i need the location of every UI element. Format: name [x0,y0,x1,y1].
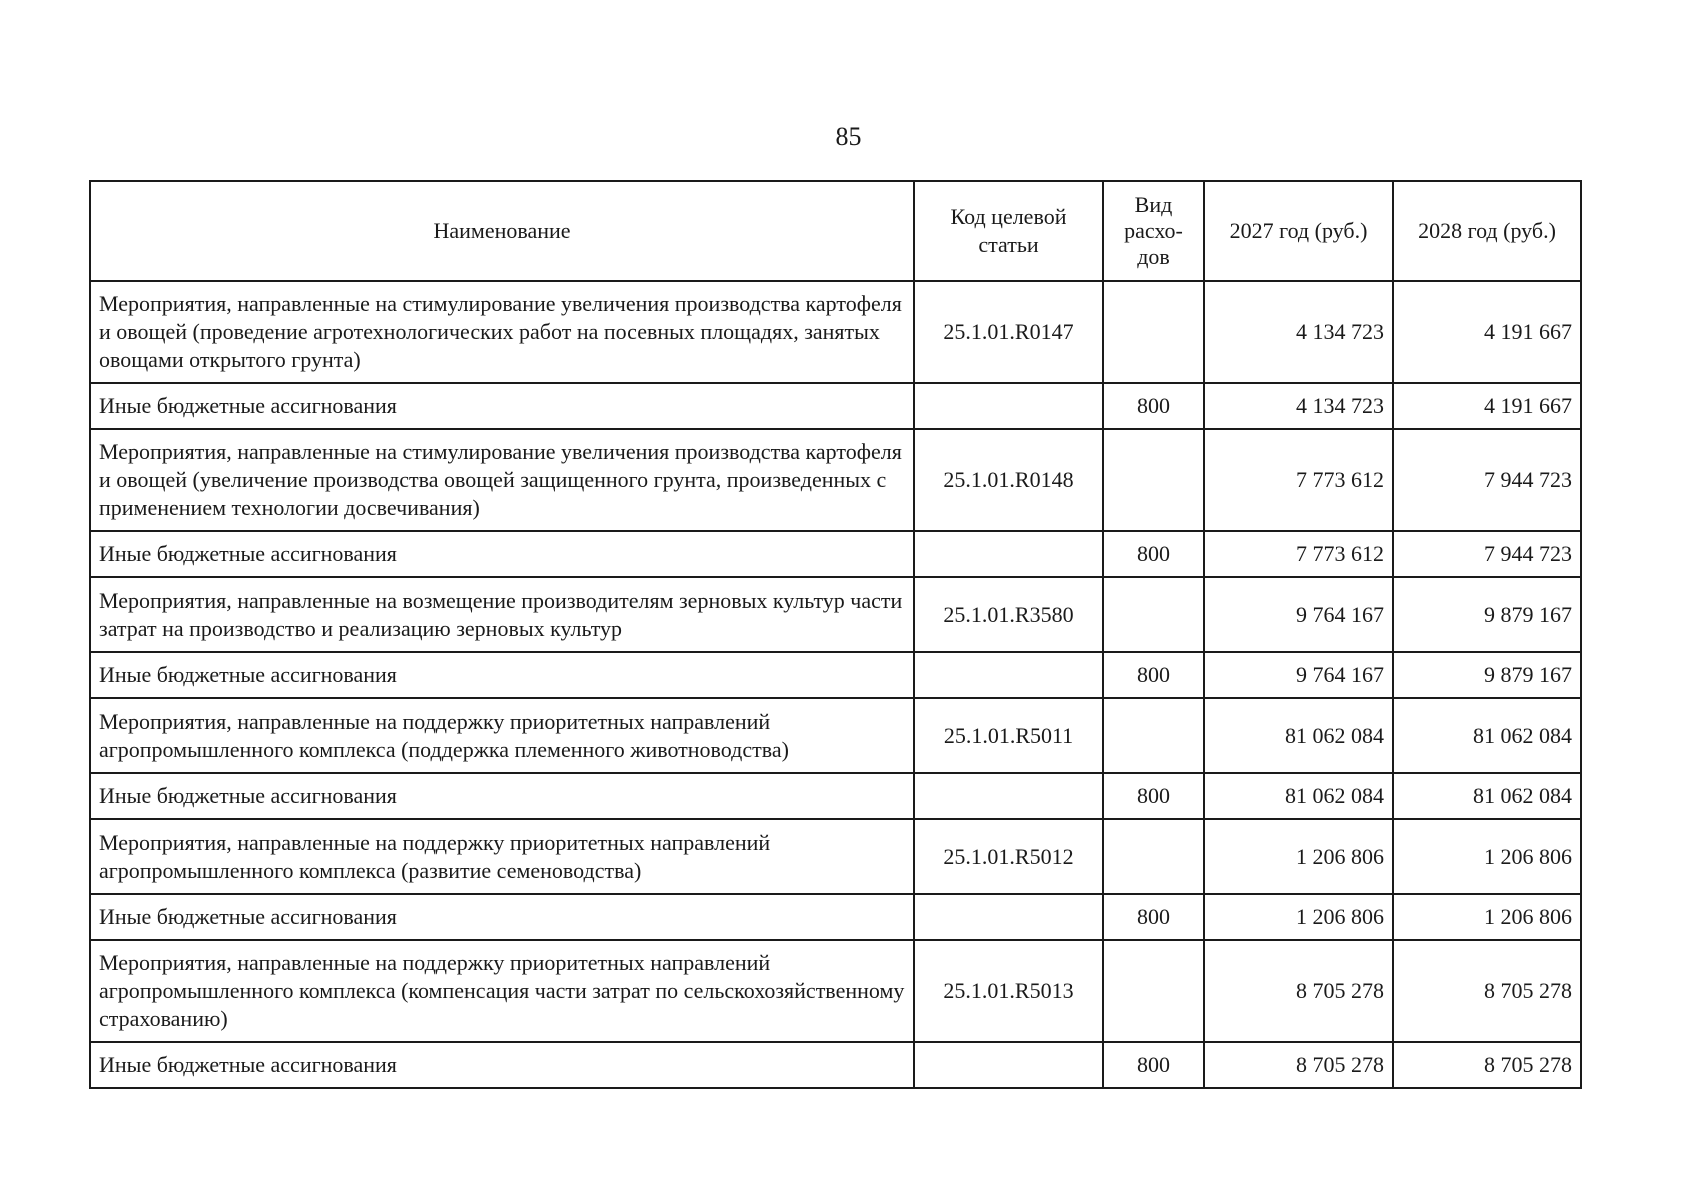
table-row [90,940,1581,1042]
row-2027: 1 206 806 [1204,819,1393,894]
row-2028: 9 879 167 [1393,577,1581,652]
row-expense-type: 800 [1103,894,1204,940]
row-name: Иные бюджетные ассигнования [90,773,914,819]
header-expense-type: Вид расхо-дов [1103,181,1204,281]
row-expense-type [1103,281,1204,383]
table-row [90,429,1581,531]
row-2028: 7 944 723 [1393,429,1581,531]
table-row [90,281,1581,383]
table-row [90,698,1581,773]
row-2027: 9 764 167 [1204,577,1393,652]
row-code [914,1042,1103,1088]
row-2027: 9 764 167 [1204,652,1393,698]
row-2027: 81 062 084 [1204,698,1393,773]
row-code: 25.1.01.R5013 [914,940,1103,1042]
row-name: Иные бюджетные ассигнования [90,894,914,940]
table-row [90,577,1581,652]
table-row [90,531,1581,577]
row-2028: 9 879 167 [1393,652,1581,698]
row-2027: 7 773 612 [1204,429,1393,531]
table-row [90,1042,1581,1088]
row-code [914,383,1103,429]
row-name: Мероприятия, направленные на поддержку приоритетных направлений агропромышленного комплекса (развитие семеноводства) [90,819,914,894]
row-2028: 81 062 084 [1393,698,1581,773]
row-code: 25.1.01.R5012 [914,819,1103,894]
row-2027: 7 773 612 [1204,531,1393,577]
row-code [914,894,1103,940]
row-code: 25.1.01.R3580 [914,577,1103,652]
row-2028: 1 206 806 [1393,819,1581,894]
row-2027: 1 206 806 [1204,894,1393,940]
header-2028: 2028 год (руб.) [1393,181,1581,281]
row-expense-type [1103,819,1204,894]
row-expense-type: 800 [1103,383,1204,429]
row-code [914,531,1103,577]
row-code: 25.1.01.R5011 [914,698,1103,773]
row-expense-type [1103,940,1204,1042]
header-row [90,181,1581,281]
header-2027: 2027 год (руб.) [1204,181,1393,281]
row-expense-type [1103,577,1204,652]
row-2028: 4 191 667 [1393,281,1581,383]
page-number: 85 [835,122,862,151]
row-code [914,773,1103,819]
table-row [90,894,1581,940]
row-expense-type: 800 [1103,773,1204,819]
row-2028: 8 705 278 [1393,1042,1581,1088]
row-2027: 4 134 723 [1204,281,1393,383]
row-name: Иные бюджетные ассигнования [90,1042,914,1088]
row-code: 25.1.01.R0148 [914,429,1103,531]
table-row [90,773,1581,819]
row-2028: 4 191 667 [1393,383,1581,429]
row-name: Мероприятия, направленные на стимулирование увеличения производства картофеля и овощей (увеличение производства овощей защищенного грунта, произведенных с применением технологии досвечивания) [90,429,914,531]
row-expense-type: 800 [1103,652,1204,698]
row-2027: 4 134 723 [1204,383,1393,429]
row-expense-type: 800 [1103,531,1204,577]
row-code [914,652,1103,698]
row-expense-type: 800 [1103,1042,1204,1088]
row-name: Мероприятия, направленные на стимулирование увеличения производства картофеля и овощей (проведение агротехнологических работ на посевных площадях, занятых овощами открытого грунта) [90,281,914,383]
row-2028: 81 062 084 [1393,773,1581,819]
header-name: Наименование [90,181,914,281]
row-expense-type [1103,429,1204,531]
row-name: Иные бюджетные ассигнования [90,652,914,698]
header-code: Код целевой статьи [914,181,1103,281]
row-name: Мероприятия, направленные на поддержку приоритетных направлений агропромышленного комплекса (компенсация части затрат по сельскохозяйственному страхованию) [90,940,914,1042]
row-name: Мероприятия, направленные на возмещение производителям зерновых культур части затрат на производство и реализацию зерновых культур [90,577,914,652]
row-name: Мероприятия, направленные на поддержку приоритетных направлений агропромышленного комплекса (поддержка племенного животноводства) [90,698,914,773]
table-row [90,383,1581,429]
row-2027: 81 062 084 [1204,773,1393,819]
row-name: Иные бюджетные ассигнования [90,531,914,577]
table-row [90,819,1581,894]
row-name: Иные бюджетные ассигнования [90,383,914,429]
row-code: 25.1.01.R0147 [914,281,1103,383]
row-2027: 8 705 278 [1204,1042,1393,1088]
row-2028: 8 705 278 [1393,940,1581,1042]
row-2028: 7 944 723 [1393,531,1581,577]
row-expense-type [1103,698,1204,773]
budget-table [89,180,1582,1089]
row-2027: 8 705 278 [1204,940,1393,1042]
table-row [90,652,1581,698]
row-2028: 1 206 806 [1393,894,1581,940]
